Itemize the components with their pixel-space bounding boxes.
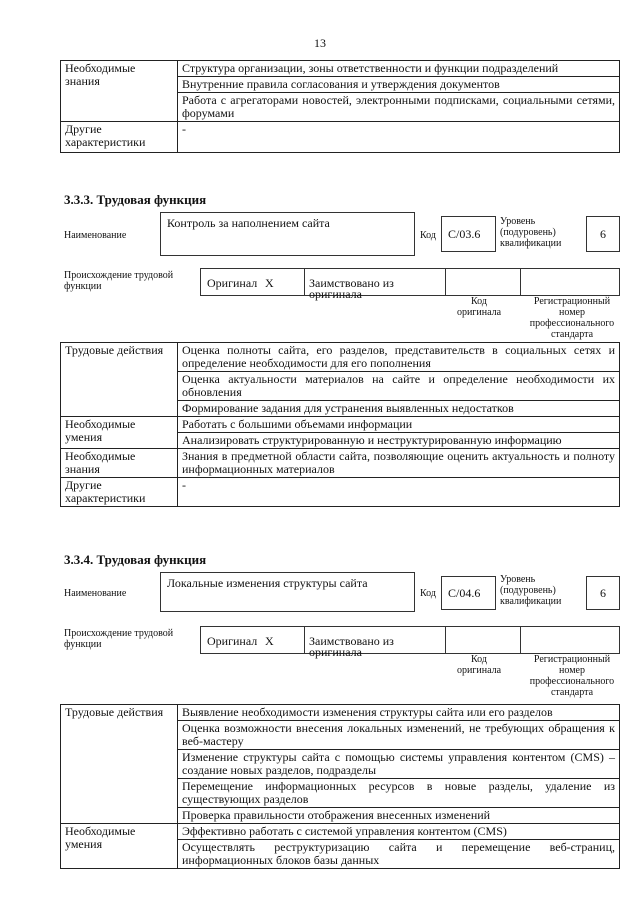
level-label: Уровень (подуровень) квалификации: [500, 216, 562, 249]
table-cell: Внутренние правила согласования и утверждения документов: [178, 77, 620, 93]
table-row: [61, 122, 620, 153]
original-label: Оригинал: [207, 276, 258, 290]
code-original-cell: [445, 626, 521, 654]
borrowed-label: Заимствовано из оригинала: [309, 634, 394, 659]
name-label: Наименование: [64, 588, 127, 599]
code-value: C/03.6: [448, 227, 481, 241]
code-box: [441, 216, 496, 252]
original-mark: X: [265, 276, 274, 290]
table-row: [61, 343, 620, 372]
section-title: 3.3.3. Трудовая функция: [64, 192, 207, 207]
table-cell: Анализировать структурированную и неструктурированную информацию: [178, 433, 620, 449]
function-name: Контроль за наполнением сайта: [167, 216, 330, 230]
origin-label: Происхождение трудовой функции: [64, 270, 174, 292]
level-value: 6: [600, 586, 606, 600]
function-name-box: [160, 212, 415, 256]
table-cell: Работать с большими объемами информации: [178, 417, 620, 433]
code-original-label: Код оригинала: [456, 654, 502, 676]
original-label: Оригинал: [207, 634, 258, 648]
original-cell: [200, 626, 305, 654]
table-row: [61, 705, 620, 721]
function-name-box: [160, 572, 415, 612]
page-number: 13: [314, 36, 326, 50]
top-competency-table: [60, 60, 620, 153]
origin-box: [200, 268, 620, 301]
level-label: Уровень (подуровень) квалификации: [500, 574, 562, 607]
code-original-label: Код оригинала: [456, 296, 502, 318]
table-cell: Оценка актуальности материалов на сайте и определение необходимости их обновления: [178, 372, 620, 401]
table-cell: Формирование задания для устранения выявленных недостатков: [178, 401, 620, 417]
code-box: [441, 576, 496, 610]
table-cell: Изменение структуры сайта с помощью системы управления контентом (CMS) – создание новых разделов, подразделы: [178, 750, 620, 779]
origin-label: Происхождение трудовой функции: [64, 628, 174, 650]
row-label: Необходимые умения: [61, 417, 178, 449]
reg-number-cell: [520, 268, 620, 296]
table-cell: -: [178, 122, 620, 153]
table-cell: Структура организации, зоны ответственности и функции подразделений: [178, 61, 620, 77]
table-cell: Работа с агрегаторами новостей, электронными подписками, социальными сетями, форумами: [178, 93, 620, 122]
table-row: [61, 449, 620, 478]
table-row: [61, 824, 620, 840]
table-cell: Перемещение информационных ресурсов в новые разделы, удаление из существующих разделов: [178, 779, 620, 808]
level-box: [586, 576, 620, 610]
code-value: C/04.6: [448, 586, 481, 600]
code-label: Код: [420, 588, 436, 599]
table-cell: Осуществлять реструктуризацию сайта и перемещение веб-страниц, информационных блоков базы данных: [178, 840, 620, 869]
level-value: 6: [600, 227, 606, 241]
name-label: Наименование: [64, 230, 127, 241]
original-mark: X: [265, 634, 274, 648]
table-cell: Оценка полноты сайта, его разделов, представительств в социальных сетях и определение необходимости для его пополнения: [178, 343, 620, 372]
function-table-334: [60, 704, 620, 869]
table-row: [61, 417, 620, 433]
row-label: Трудовые действия: [61, 343, 178, 417]
table-cell: Выявление необходимости изменения структуры сайта или его разделов: [178, 705, 620, 721]
table-cell: -: [178, 478, 620, 507]
row-label: Необходимые знания: [61, 61, 178, 122]
row-label: Трудовые действия: [61, 705, 178, 824]
code-label: Код: [420, 230, 436, 241]
code-original-cell: [445, 268, 521, 296]
reg-number-label: Регистрационный номер профессионального стандарта: [529, 654, 615, 698]
reg-number-label: Регистрационный номер профессионального стандарта: [529, 296, 615, 340]
table-row: [61, 478, 620, 507]
table-cell: Оценка возможности внесения локальных изменений, не требующих обращения к веб-мастеру: [178, 721, 620, 750]
table-cell: Знания в предметной области сайта, позволяющие оценить актуальность и полноту информационных материалов: [178, 449, 620, 478]
table-cell: Проверка правильности отображения внесенных изменений: [178, 808, 620, 824]
original-cell: [200, 268, 305, 296]
borrowed-cell: [304, 268, 446, 301]
origin-box: [200, 626, 620, 659]
section-title: 3.3.4. Трудовая функция: [64, 552, 207, 567]
level-box: [586, 216, 620, 252]
function-name: Локальные изменения структуры сайта: [167, 576, 368, 590]
row-label: Другие характеристики: [61, 478, 178, 507]
row-label: Другие характеристики: [61, 122, 178, 153]
function-table-333: [60, 342, 620, 507]
table-cell: Эффективно работать с системой управления контентом (CMS): [178, 824, 620, 840]
row-label: Необходимые умения: [61, 824, 178, 869]
reg-number-cell: [520, 626, 620, 654]
table-row: [61, 61, 620, 77]
borrowed-label: Заимствовано из оригинала: [309, 276, 394, 301]
row-label: Необходимые знания: [61, 449, 178, 478]
borrowed-cell: [304, 626, 446, 659]
